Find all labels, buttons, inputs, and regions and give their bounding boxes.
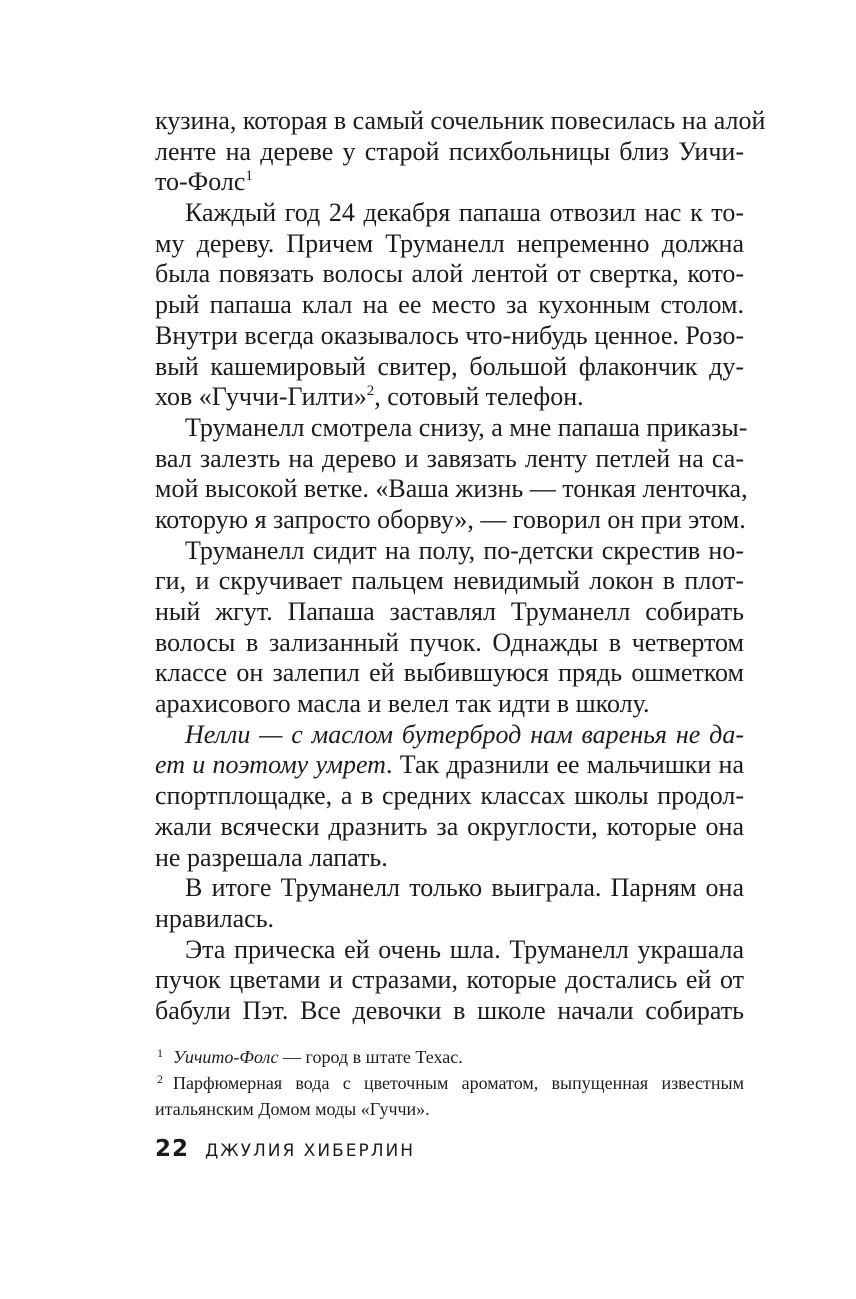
line-text: пучок цветами и стразами, которые достались ей от (155, 965, 744, 995)
text-line (155, 689, 744, 720)
text-line (155, 812, 744, 843)
italic-phrase: ет и поэтому умрет (155, 750, 386, 780)
page-footer (155, 1136, 415, 1162)
line-text: спортплощадке, а в средних классах школы продол- (155, 781, 744, 811)
line-text: нравилась. (155, 903, 275, 933)
line-text: вый кашемировый свитер, большой флакончик ду- (155, 351, 744, 381)
footnote-line (155, 1044, 744, 1070)
footnote-number: 1 (157, 1046, 163, 1060)
footnote-line (155, 1096, 744, 1122)
text-line (155, 505, 744, 536)
text-line (155, 628, 744, 659)
line-text: му дереву. Причем Труманелл непременно должна (155, 228, 744, 258)
text-line (155, 904, 744, 935)
line-text: Труманелл сидит на полу, по-детски скрестив но- (185, 535, 744, 565)
line-text: кузина, которая в самый сочельник повесилась на алой (155, 106, 766, 135)
text-line (155, 566, 744, 597)
line-text: . Так дразнили ее мальчишки на (385, 750, 744, 780)
footnotes (155, 1044, 744, 1122)
line-text: Труманелл смотрела снизу, а мне папаша приказы- (185, 412, 748, 442)
text-line (155, 444, 744, 475)
line-text: ги, и скручивает пальцем невидимый локон в плот- (155, 566, 744, 596)
text-line (155, 750, 744, 781)
line-text: вал залезть на дерево и завязать ленту петлей на са- (155, 443, 744, 473)
line-text: В итоге Труманелл только выиграла. Парням она (185, 873, 744, 903)
text-line (155, 412, 748, 444)
footnote-ref: 1 (245, 168, 253, 185)
text-line (155, 198, 744, 229)
text-line (155, 658, 744, 689)
text-line (155, 965, 744, 996)
text-line (155, 106, 766, 137)
line-text: классе он залепил ей выбившуюся прядь ошметком (155, 658, 744, 688)
line-text: ленте на дереве у старой психбольницы близ Уичи- (155, 136, 744, 166)
line-text: то-Фолс (155, 167, 246, 197)
line-text: Внутри всегда оказывалось что-нибудь ценное. Розо- (155, 320, 744, 350)
line-text: мой высокой ветке. «Ваша жизнь — тонкая ленточка, (155, 474, 748, 504)
text-line (155, 137, 744, 168)
page-number: 22 (155, 1136, 190, 1162)
line-text: не разрешала лапать. (155, 842, 388, 872)
line-text: была повязать волосы алой лентой от свертка, кото- (155, 259, 744, 289)
line-text: хов «Гуччи-Гилти» (155, 382, 367, 412)
footnote-number: 2 (157, 1072, 163, 1086)
footnote-text: итальянским Домом моды «Гуччи». (155, 1099, 430, 1119)
footnote-text: Парфюмерная вода с цветочным ароматом, выпущенная известным (173, 1073, 744, 1093)
running-head: ДЖУЛИЯ ХИБЕРЛИН (205, 1141, 415, 1161)
text-line (155, 720, 744, 751)
text-line (155, 873, 744, 904)
text-line (155, 259, 744, 290)
line-text: жали всячески дразнить за округлости, которые она (155, 811, 744, 841)
line-text: ный жгут. Папаша заставлял Труманелл собирать (155, 597, 744, 626)
line-text: арахисового масла и велел так идти в школу. (155, 689, 650, 719)
text-line (155, 229, 744, 260)
line-text: Каждый год 24 декабря папаша отвозил нас к то- (185, 198, 744, 228)
line-text: рый папаша клал на ее место за кухонным столом. (155, 290, 744, 320)
body-text (155, 106, 766, 1027)
line-text: которую я запросто оборву», — говорил он при этом. (155, 504, 746, 534)
text-line (155, 290, 744, 321)
line-text: бабули Пэт. Все девочки в школе начали собирать (155, 995, 744, 1025)
text-line (155, 536, 744, 567)
footnote-ref: 2 (366, 383, 375, 400)
text-line (155, 474, 748, 505)
footnote-italic: Уичито-Фолс (173, 1047, 279, 1067)
italic-phrase: Нелли — с маслом бутерброд нам варенья не да- (185, 719, 744, 749)
text-line (155, 843, 744, 874)
text-line (155, 935, 744, 966)
text-line (155, 597, 744, 628)
footnote-text: — город в штате Техас. (278, 1047, 463, 1067)
text-line (155, 996, 744, 1027)
text-line (155, 781, 744, 812)
footnote-line (155, 1070, 744, 1096)
text-line (155, 382, 744, 413)
line-text: Эта прическа ей очень шла. Труманелл украшала (185, 934, 744, 964)
line-text: волосы в зализанный пучок. Однажды в четвертом (155, 627, 744, 657)
text-line (155, 167, 744, 198)
text-line (155, 352, 744, 383)
line-text-after: , сотовый телефон. (374, 382, 584, 412)
text-line (155, 321, 744, 352)
